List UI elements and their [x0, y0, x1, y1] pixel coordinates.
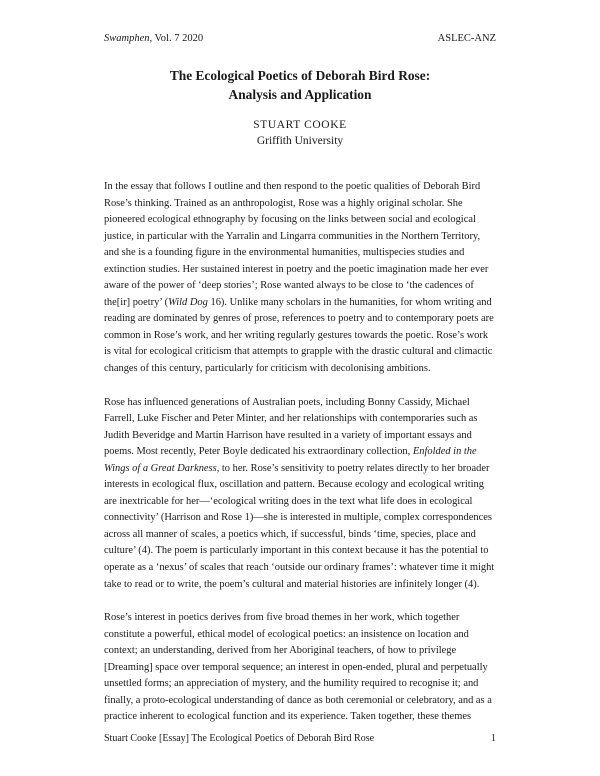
article-title — [60, 66, 540, 104]
page-number: 1 — [491, 733, 496, 744]
footer-citation: Stuart Cooke [Essay] The Ecological Poetics of Deborah Bird Rose — [104, 733, 375, 744]
author-name: STUART COOKE — [253, 119, 347, 131]
journal-name: Swamphen — [104, 33, 150, 44]
paragraph-2-text-a: Rose has influenced generations of Australian poets, including Bonny Cassidy, Michael Farrell, Luke Fischer and Peter Minter, and her relationships with contemporaries such as Judith Beveridge and Martin Harrison have resulted in a variety of important essays and poems. Most recently, Peter Boyle dedicated his extraordinary collection, — [104, 396, 478, 458]
title-line-2: Analysis and Application — [228, 87, 372, 102]
running-head — [104, 33, 496, 44]
paragraph-1-text-a: In the essay that follows I outline and then respond to the poetic qualities of Deborah Bird Rose’s thinking. Trained as an anthropologist, Rose was a highly original scholar. She pioneered ecological ethnography by focusing on the links between social and ecological justice, in particular with the Yarralin and Lingarra communities in the Northern Territory, and she is a founding figure in the environmental humanities, multispecies studies and extinction studies. Her sustained interest in poetry and the poetic imagination made her ever aware of the power of ‘deep stories’; Rose wanted always to be close to ‘the cadences of the[ir] poetry’ ( — [104, 181, 489, 308]
article-body — [104, 179, 496, 743]
author-block — [60, 117, 540, 149]
paragraph-1 — [104, 179, 496, 378]
journal-volume: , Vol. 7 2020 — [149, 33, 204, 44]
paragraph-1-text-b: 16). Unlike many scholars in the humanities, for whom writing and reading are dominated by genres of prose, references to poetry and to contemporary poets are common in Rose’s work, and her writing regularly gestures towards the poetic. Rose’s work is vital for ecological criticism that attempts to grapple with the drastic cultural and climactic changes of this century, particularly for criticism with decolonising ambitions. — [104, 296, 494, 375]
organization-name: ASLEC-ANZ — [437, 33, 496, 44]
paragraph-2 — [104, 395, 496, 594]
paragraph-2-text-b: , to her. Rose’s sensitivity to poetry relates directly to her broader interests in ecological flux, oscillation and pattern. Because ecology and ecological writing are inextricable for her—‘ecological writing does in the text what life does in ecological connectivity’ (Harrison and Rose 1)—she is interested in multiple, complex correspondences across all manner of scales, a poetics which, if successful, binds ‘time, species, place and culture’ (4). The poem is particularly important in this context because it has the potential to operate as a ‘nexus’ of scales that reach ‘outside our ordinary frames’: whatever time it might take to read or to write, the poem’s cultural and material histories are infinitely longer (4). — [104, 462, 495, 590]
paragraph-3: Rose’s interest in poetics derives from five broad themes in her work, which together constitute a powerful, ethical model of ecological poetics: an insistence on location and context; an understanding, derived from her Aboriginal teachers, of how to privilege [Dreaming] space over temporal sequence; an interest in open-ended, plural and perpetually unsettled forms; an appreciation of mystery, and the humility required to recognise it; and finally, a proto-ecological understanding of dance as both ceremonial or celebratory, and as a practice inherent to ecological function and its experience. Taken together, these themes — [104, 612, 492, 723]
title-line-1: The Ecological Poetics of Deborah Bird Rose: — [169, 68, 431, 83]
citation-wild-dog: Wild Dog — [168, 296, 208, 308]
journal-citation — [104, 33, 203, 44]
page-footer — [104, 733, 496, 744]
author-affiliation: Griffith University — [256, 135, 344, 147]
citation-enfolded: Enfolded in the Wings of a Great Darkness — [104, 446, 477, 474]
